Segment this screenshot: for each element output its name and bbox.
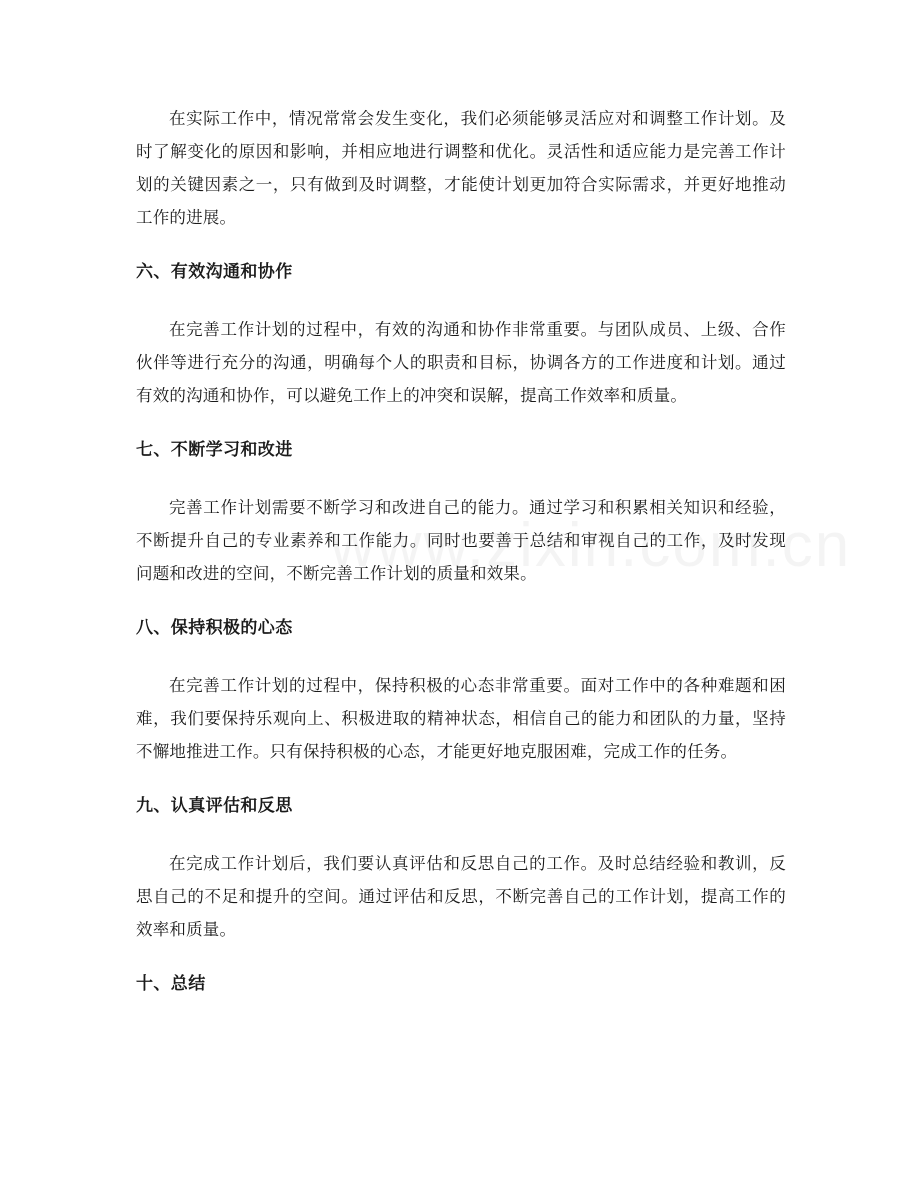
section-body-9: 在完成工作计划后，我们要认真评估和反思自己的工作。及时总结经验和教训，反思自己的不足和提升的空间。通过评估和反思，不断完善自己的工作计划，提高工作的效率和质量。: [136, 854, 786, 939]
paragraph-intro: 在实际工作中，情况常常会发生变化，我们必须能够灵活应对和调整工作计划。及时了解变化的原因和影响，并相应地进行调整和优化。灵活性和适应能力是完善工作计划的关键因素之一，只有做到及时调整，才能使计划更加符合实际需求，并更好地推动工作的进展。: [136, 109, 786, 227]
section-body-6: 在完善工作计划的过程中，有效的沟通和协作非常重要。与团队成员、上级、合作伙伴等进行充分的沟通，明确每个人的职责和目标，协调各方的工作进度和计划。通过有效的沟通和协作，可以避免工作上的冲突和误解，提高工作效率和质量。: [136, 320, 786, 405]
section-body-8: 在完善工作计划的过程中，保持积极的心态非常重要。面对工作中的各种难题和困难，我们要保持乐观向上、积极进取的精神状态，相信自己的能力和团队的力量，坚持不懈地推进工作。只有保持积极的心态，才能更好地克服困难，完成工作的任务。: [136, 676, 786, 761]
section-heading-9: 九、认真评估和反思: [136, 796, 293, 816]
section-heading-8: 八、保持积极的心态: [136, 618, 293, 638]
section-heading-6: 六、有效沟通和协作: [136, 262, 293, 282]
section-heading-7: 七、不断学习和改进: [136, 440, 293, 460]
section-body-7: 完善工作计划需要不断学习和改进自己的能力。通过学习和积累相关知识和经验，不断提升自己的专业素养和工作能力。同时也要善于总结和审视自己的工作，及时发现问题和改进的空间，不断完善工作计划的质量和效果。: [136, 498, 786, 583]
document-body: [136, 102, 786, 1001]
section-heading-10: 十、总结: [136, 974, 206, 994]
